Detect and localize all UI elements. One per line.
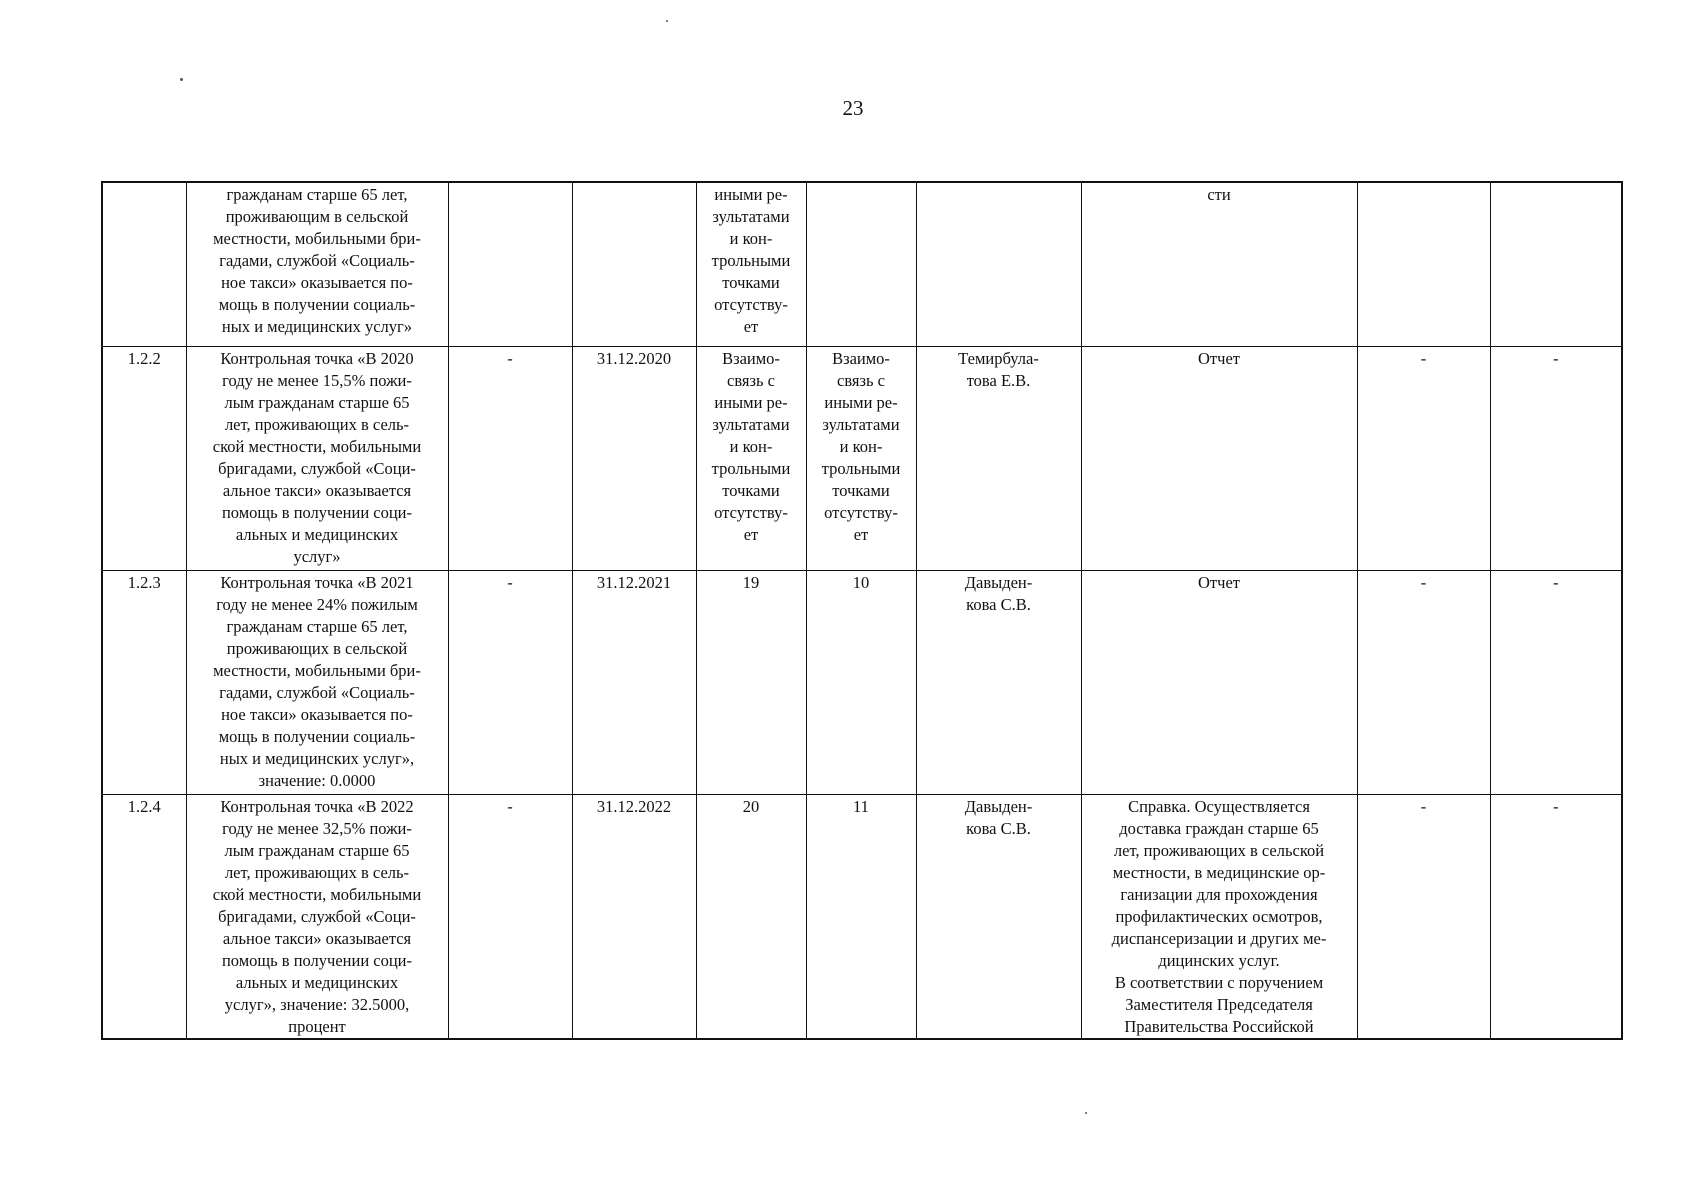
cell-number: 1.2.3 bbox=[102, 571, 186, 795]
table-row bbox=[102, 795, 1622, 1040]
cell-col9: - bbox=[1357, 347, 1490, 571]
cell-name: Контрольная точка «В 2020 году не менее 15,5% пожи- лым гражданам старше 65 лет, проживающих в сель- ской местности, мобильными бригадами, службой «Соци- альное такси» оказывается помощь в получении соци- альных и медицинских услуг» bbox=[186, 347, 448, 571]
cell-col10: - bbox=[1490, 571, 1622, 795]
cell-start-date bbox=[448, 182, 572, 347]
cell-col10 bbox=[1490, 182, 1622, 347]
table-row bbox=[102, 347, 1622, 571]
table-row bbox=[102, 182, 1622, 347]
cell-successor bbox=[806, 182, 916, 347]
control-points-table bbox=[101, 181, 1623, 1040]
cell-responsible: Давыден- кова С.В. bbox=[916, 571, 1081, 795]
cell-successor: 11 bbox=[806, 795, 916, 1040]
cell-end-date: 31.12.2020 bbox=[572, 347, 696, 571]
table-row bbox=[102, 571, 1622, 795]
cell-document: Отчет bbox=[1081, 347, 1357, 571]
scan-speck bbox=[666, 20, 668, 22]
cell-start-date: - bbox=[448, 795, 572, 1040]
cell-number: 1.2.2 bbox=[102, 347, 186, 571]
cell-predecessor: Взаимо- связь с иными ре- зультатами и кон- трольными точками отсутству- ет bbox=[696, 347, 806, 571]
cell-predecessor: 20 bbox=[696, 795, 806, 1040]
cell-col10: - bbox=[1490, 347, 1622, 571]
cell-start-date: - bbox=[448, 571, 572, 795]
cell-end-date bbox=[572, 182, 696, 347]
cell-document: сти bbox=[1081, 182, 1357, 347]
cell-number bbox=[102, 182, 186, 347]
cell-col9: - bbox=[1357, 571, 1490, 795]
cell-col9: - bbox=[1357, 795, 1490, 1040]
cell-name: Контрольная точка «В 2022 году не менее 32,5% пожи- лым гражданам старше 65 лет, проживающих в сель- ской местности, мобильными бригадами, службой «Соци- альное такси» оказывается помощь в получении соци- альных и медицинских услуг», значение: 32.5000, процент bbox=[186, 795, 448, 1040]
cell-responsible: Давыден- кова С.В. bbox=[916, 795, 1081, 1040]
page-number: 23 bbox=[842, 96, 864, 120]
cell-col10: - bbox=[1490, 795, 1622, 1040]
cell-responsible: Темирбула- това Е.В. bbox=[916, 347, 1081, 571]
cell-name: гражданам старше 65 лет, проживающим в сельской местности, мобильными бри- гадами, службой «Социаль- ное такси» оказывается по- мощь в получении социаль- ных и медицинских услуг» bbox=[186, 182, 448, 347]
cell-end-date: 31.12.2022 bbox=[572, 795, 696, 1040]
cell-document: Отчет bbox=[1081, 571, 1357, 795]
cell-name: Контрольная точка «В 2021 году не менее 24% пожилым гражданам старше 65 лет, проживающих в сельской местности, мобильными бри- гадами, службой «Социаль- ное такси» оказывается по- мощь в получении социаль- ных и медицинских услуг», значение: 0.0000 bbox=[186, 571, 448, 795]
cell-col9 bbox=[1357, 182, 1490, 347]
cell-responsible bbox=[916, 182, 1081, 347]
cell-start-date: - bbox=[448, 347, 572, 571]
cell-predecessor: иными ре- зультатами и кон- трольными точками отсутству- ет bbox=[696, 182, 806, 347]
cell-successor: Взаимо- связь с иными ре- зультатами и кон- трольными точками отсутству- ет bbox=[806, 347, 916, 571]
cell-document: Справка. Осуществляется доставка граждан старше 65 лет, проживающих в сельской местности, в медицинские ор- ганизации для прохождения профилактических осмотров, диспансеризации и других ме- дицинских услуг. В соответствии с поручением Заместителя Председателя Правительства Российской bbox=[1081, 795, 1357, 1040]
scan-speck bbox=[1085, 1112, 1087, 1114]
scan-speck bbox=[180, 78, 183, 81]
cell-number: 1.2.4 bbox=[102, 795, 186, 1040]
cell-successor: 10 bbox=[806, 571, 916, 795]
cell-end-date: 31.12.2021 bbox=[572, 571, 696, 795]
cell-predecessor: 19 bbox=[696, 571, 806, 795]
